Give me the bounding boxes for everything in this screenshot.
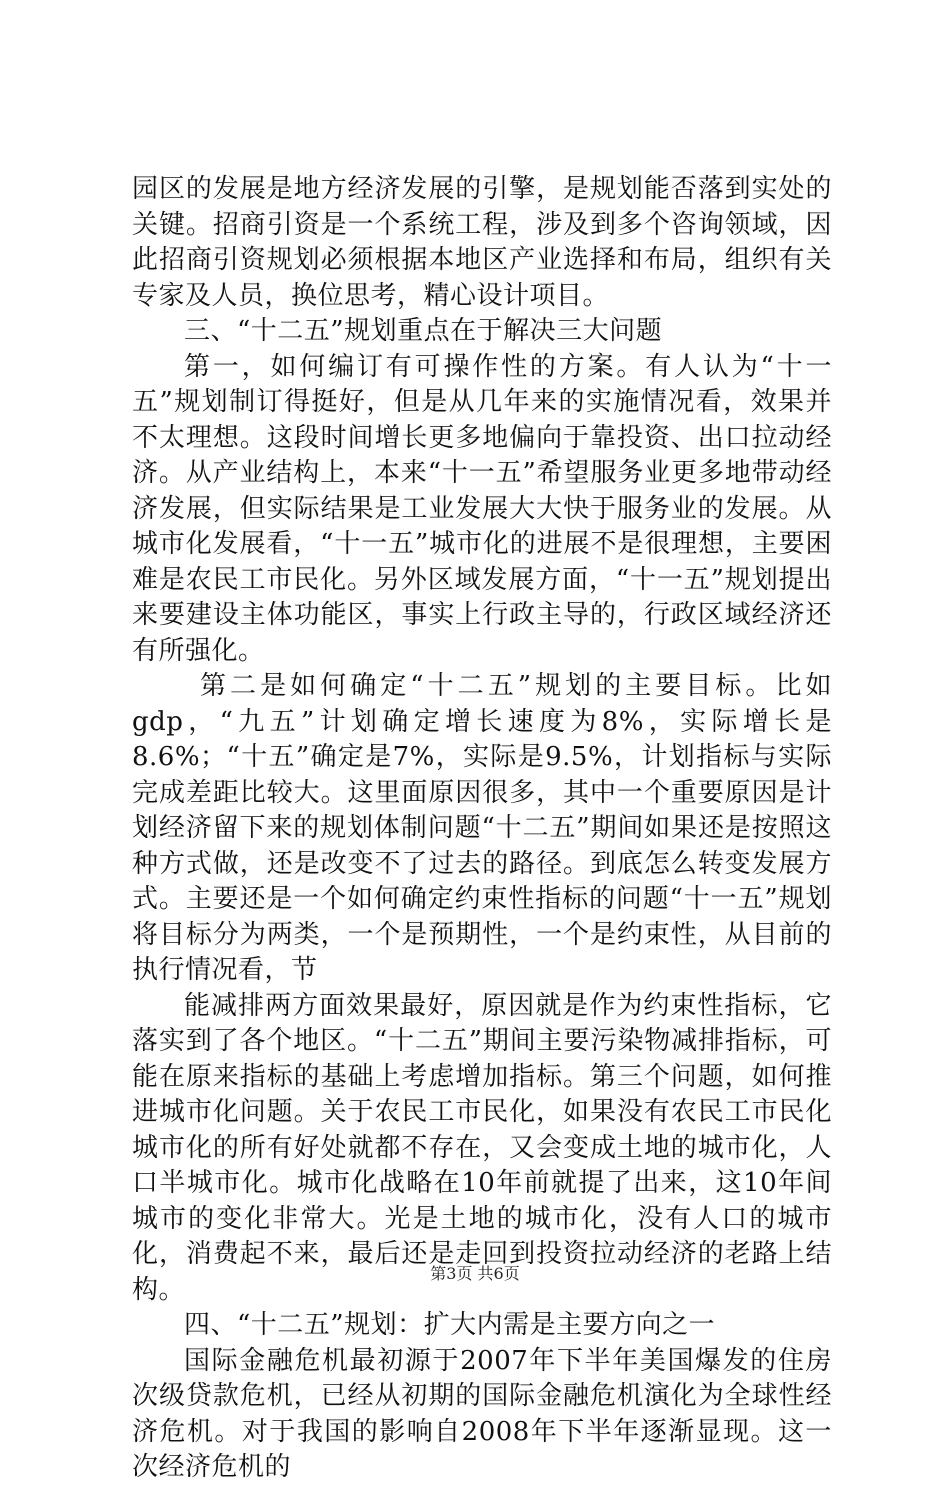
paragraph-financial-crisis: 国际金融危机最初源于2007年下半年美国爆发的住房次级贷款危机，已经从初期的国际金融危机演化为全球性经济危机。对于我国的影响自2008年下半年逐渐显现。这一次经济危机的 <box>132 1345 832 1482</box>
body-text <box>132 172 832 1486</box>
section-heading-three: 三、“十二五”规划重点在于解决三大问题 <box>184 316 663 346</box>
paragraph-industrial-park: 园区的发展是地方经济发展的引擎，是规划能否落到实处的关键。招商引资是一个系统工程，涉及到多个咨询领域，因此招商引资规划必须根据本地区产业选择和布局，组织有关专家及人员，换位思考，精心设计项目。 <box>132 174 832 311</box>
section-heading-four: 四、“十二五”规划：扩大内需是主要方向之一 <box>184 1310 716 1340</box>
paragraph-second-issue: 第二是如何确定“十二五”规划的主要目标。比如gdp，“九五”计划确定增长速度为8%，实际增长是8.6%；“十五”确定是7%，实际是9.5%，计划指标与实际完成差距比较大。这里面原因很多，其中一个重要原因是计划经济留下来的规划体制问题“十二五”期间如果还是按照这种方式做，还是改变不了过去的路径。到底怎么转变发展方式。主要还是一个如何确定约束性指标的问题“十一五”规划将目标分为两类，一个是预期性，一个是约束性，从目前的执行情况看，节 <box>132 671 832 985</box>
paragraph-first-issue: 第一，如何编订有可操作性的方案。有人认为“十一五”规划制订得挺好，但是从几年来的实施情况看，效果并不太理想。这段时间增长更多地偏向于靠投资、出口拉动经济。从产业结构上，本来“十一五”希望服务业更多地带动经济发展，但实际结果是工业发展大大快于服务业的发展。从城市化发展看，“十一五”城市化的进展不是很理想，主要困难是农民工市民化。另外区域发展方面，“十一五”规划提出来要建设主体功能区，事实上行政主导的，行政区域经济还有所强化。 <box>132 351 832 666</box>
paragraph-energy-saving: 能减排两方面效果最好，原因就是作为约束性指标，它落实到了各个地区。“十二五”期间主要污染物减排指标，可能在原来指标的基础上考虑增加指标。第三个问题，如何推进城市化问题。关于农民工市民化，如果没有农民工市民化城市化的所有好处就都不存在，又会变成土地的城市化，人口半城市化。城市化战略在10年前就提了出来，这10年间城市的变化非常大。光是土地的城市化，没有人口的城市化，消费起不来，最后还是走回到投资拉动经济的老路上结构。 <box>132 990 832 1305</box>
page-number: 第3页 共6页 <box>430 1264 520 1283</box>
